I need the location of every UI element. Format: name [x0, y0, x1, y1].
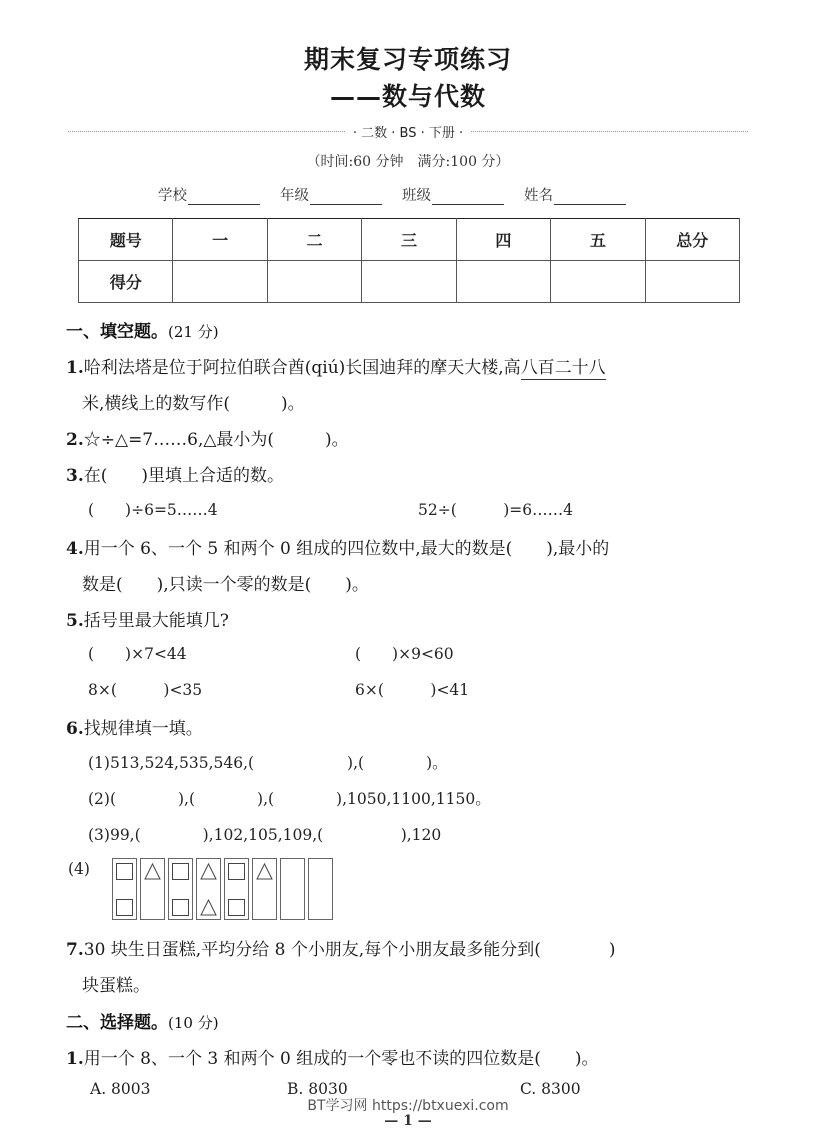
dotted-divider-right	[471, 131, 748, 132]
score-cell[interactable]	[173, 261, 267, 303]
question-4-line-2[interactable]: 数是( ),只读一个零的数是( )。	[82, 575, 369, 595]
pattern-card	[280, 858, 305, 920]
score-cell[interactable]	[267, 261, 361, 303]
question-number: 6.	[66, 719, 84, 739]
pattern-cards	[112, 858, 333, 920]
question-6-part-3[interactable]: (3)99,( ),102,105,109,( ),120	[88, 826, 442, 844]
dotted-divider-left	[68, 131, 345, 132]
section-1-title: 一、填空题。	[66, 322, 168, 342]
pattern-card	[196, 858, 221, 920]
class-blank[interactable]	[432, 189, 504, 205]
question-5-item-1[interactable]: ( )×7<44	[88, 645, 187, 663]
page-title: 期末复习专项练习	[303, 45, 512, 74]
header-cell: 四	[456, 219, 550, 261]
score-table-header-row	[79, 219, 740, 261]
question-1-line-1	[66, 353, 606, 378]
header-cell: 一	[173, 219, 267, 261]
question-number: 5.	[66, 611, 84, 631]
square-icon	[116, 899, 133, 916]
square-icon	[172, 899, 189, 916]
triangle-icon	[144, 863, 161, 880]
question-1-line-2[interactable]: 米,横线上的数写作( )。	[82, 394, 305, 414]
section-2-title: 二、选择题。	[66, 1013, 168, 1033]
question-text: ☆÷△=7……6,△最小为( )。	[83, 430, 349, 450]
question-number: 3.	[66, 466, 84, 486]
question-3-item-1[interactable]: ( )÷6=5……4	[88, 501, 218, 519]
question-text: 30 块生日蛋糕,平均分给 8 个小朋友,每个小朋友最多能分到( )	[83, 940, 616, 960]
score-table-score-row	[79, 261, 740, 303]
class-label: 班级	[402, 188, 431, 204]
question-6-part-2[interactable]: (2)( ),( ),( ),1050,1100,1150。	[88, 790, 491, 808]
pattern-card	[224, 858, 249, 920]
school-field[interactable]	[158, 184, 260, 205]
question-7-line-1[interactable]	[66, 935, 615, 960]
score-cell[interactable]	[645, 261, 739, 303]
underlined-number: 八百二十八	[520, 358, 606, 378]
pattern-card	[112, 858, 137, 920]
triangle-icon	[200, 899, 217, 916]
question-number: 4.	[66, 539, 84, 559]
header-cell: 二	[267, 219, 361, 261]
header-cell: 总分	[645, 219, 739, 261]
triangle-icon	[200, 863, 217, 880]
class-field[interactable]	[402, 184, 504, 205]
score-table	[78, 218, 740, 303]
page-number: — 1 —	[384, 1113, 432, 1129]
square-icon	[228, 863, 245, 880]
square-icon	[172, 863, 189, 880]
question-6-part-1[interactable]: (1)513,524,535,546,( ),( )。	[88, 754, 448, 772]
grade-field[interactable]	[280, 184, 382, 205]
student-info-row	[158, 184, 646, 205]
school-blank[interactable]	[188, 189, 260, 205]
question-4-line-1[interactable]	[66, 534, 609, 559]
watermark: BT学习网 https://btxuexi.com	[307, 1098, 509, 1114]
question-number: 2.	[66, 430, 84, 450]
name-field[interactable]	[524, 184, 626, 205]
score-cell[interactable]	[456, 261, 550, 303]
section-2-question-1[interactable]	[66, 1044, 598, 1069]
question-2[interactable]	[66, 425, 349, 450]
pattern-card	[308, 858, 333, 920]
question-5-item-2[interactable]: ( )×9<60	[355, 645, 454, 663]
question-number: 7.	[66, 940, 84, 960]
score-cell[interactable]	[551, 261, 645, 303]
grade-label: 年级	[280, 188, 309, 204]
header-cell: 题号	[79, 219, 173, 261]
section-2-heading	[66, 1008, 219, 1033]
score-row-label: 得分	[79, 261, 173, 303]
question-5-item-3[interactable]: 8×( )<35	[88, 681, 203, 699]
square-icon	[116, 863, 133, 880]
question-text: 用一个 8、一个 3 和两个 0 组成的一个零也不读的四位数是( )。	[83, 1049, 599, 1069]
score-cell[interactable]	[362, 261, 456, 303]
question-3-item-2[interactable]: 52÷( )=6……4	[418, 501, 574, 519]
question-5	[66, 606, 229, 631]
option-a[interactable]: A. 8003	[90, 1080, 151, 1098]
edition-label: · 二数 · BS · 下册 ·	[352, 125, 464, 141]
question-number: 1.	[66, 1049, 84, 1069]
header-cell: 五	[551, 219, 645, 261]
question-3	[66, 461, 284, 486]
question-text: 用一个 6、一个 5 和两个 0 组成的四位数中,最大的数是( ),最小的	[83, 539, 610, 559]
question-5-item-4[interactable]: 6×( )<41	[355, 681, 470, 699]
question-text: 在( )里填上合适的数。	[83, 466, 285, 486]
question-6	[66, 714, 203, 739]
header-cell: 三	[362, 219, 456, 261]
grade-blank[interactable]	[310, 189, 382, 205]
name-blank[interactable]	[554, 189, 626, 205]
pattern-card	[140, 858, 165, 920]
square-icon	[228, 899, 245, 916]
page-subtitle: ——数与代数	[329, 82, 486, 111]
name-label: 姓名	[524, 188, 553, 204]
pattern-card	[252, 858, 277, 920]
edition-separator	[68, 121, 748, 141]
question-text: 找规律填一填。	[83, 719, 203, 739]
section-1-points: (21 分)	[168, 323, 219, 341]
pattern-card	[168, 858, 193, 920]
question-text: 哈利法塔是位于阿拉伯联合酋(qiú)长国迪拜的摩天大楼,高	[83, 358, 521, 378]
school-label: 学校	[158, 188, 187, 204]
question-number: 1.	[66, 358, 84, 378]
question-text: 括号里最大能填几?	[83, 611, 229, 631]
section-1-heading	[66, 317, 219, 342]
question-7-line-2: 块蛋糕。	[82, 976, 150, 996]
triangle-icon	[256, 863, 273, 880]
exam-meta: （时间:60 分钟 满分:100 分）	[306, 154, 510, 170]
section-2-points: (10 分)	[168, 1014, 219, 1032]
option-c[interactable]: C. 8300	[520, 1080, 581, 1098]
option-b[interactable]: B. 8030	[287, 1080, 348, 1098]
question-6-part-4-label: (4)	[68, 860, 90, 878]
